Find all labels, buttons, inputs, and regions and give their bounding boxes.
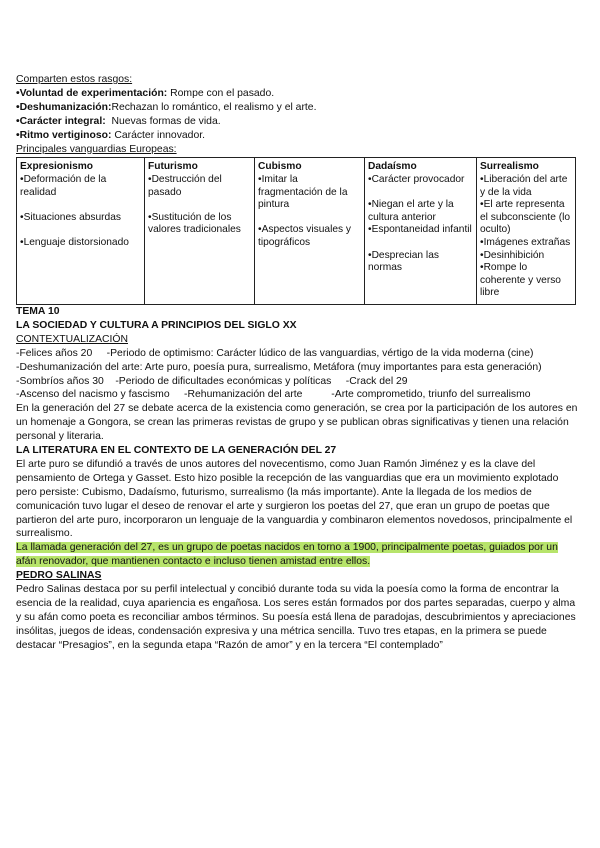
context-line: -Ascenso del nacismo y fascismo -Rehumanización del arte -Arte comprometido, triunfo del surrealismo — [16, 389, 531, 401]
context-line: -Deshumanización del arte: Arte puro, poesía pura, surrealismo, Metáfora (muy importantes para esta generación) — [16, 361, 542, 373]
trait-line: •Carácter integral: Nuevas formas de vida. — [16, 115, 221, 127]
table-cell-surrealismo: Surrealismo •Liberación del arte y de la vida •El arte representa el subconsciente (lo oculto) •Imágenes extrañas •Desinhibición •Rompe lo coherente y verso libre — [477, 158, 576, 305]
table-cell-cubismo: Cubismo •Imitar la fragmentación de la pintura •Aspectos visuales y tipográficos — [255, 158, 365, 305]
tema-title: LA SOCIEDAD Y CULTURA A PRINCIPIOS DEL SIGLO XX — [16, 319, 297, 331]
tema-number: TEMA 10 — [16, 305, 60, 317]
table-cell-futurismo: Futurismo •Destrucción del pasado •Sustitución de los valores tradicionales — [145, 158, 255, 305]
vanguard-table — [16, 157, 576, 305]
context-line: -Sombríos años 30 -Periodo de dificultades económicas y políticas -Crack del 29 — [16, 375, 408, 387]
table-cell-expresionismo: Expresionismo •Deformación de la realidad •Situaciones absurdas •Lenguaje distorsionado — [17, 158, 145, 305]
trait-line: •Ritmo vertiginoso: Carácter innovador. — [16, 129, 206, 141]
literatura-paragraph: El arte puro se difundió a través de unos autores del novecentismo, como Juan Ramón Jiménez y es la clave del pensamiento de Ortega y Gasset. Esto hizo posible la recepción de las vanguardias que era un movimiento explotado pero persiste: Cubismo, Dadaísmo, futurismo, surrealismo (la más importante). Ante la llegada de los medios de comunicación tuvo lugar el deseo de renovar el arte y surgieron los poetas del 27, que eran un grupo de poetas que partieron del arte puro, incorporaron un lenguaje de la vanguardia y combinaron elementos novedosos, principalmente el surrealismo. — [16, 458, 573, 540]
trait-line: •Voluntad de experimentación: Rompe con el pasado. — [16, 87, 275, 99]
trait-line: •Deshumanización:Rechazan lo romántico, el realismo y el arte. — [16, 101, 317, 113]
context-line: -Felices años 20 -Periodo de optimismo: Carácter lúdico de las vanguardias, vértigo de la vida moderna (cine) — [16, 347, 534, 359]
context-paragraph: En la generación del 27 se debate acerca de la existencia como generación, se crea por la participación de los autores en un homenaje a Gongora, se crean las primeras revistas de grupo y se publican obras significativas y tienen una relación personal y literaria. — [16, 403, 578, 443]
traits-heading: Comparten estos rasgos: — [16, 74, 133, 85]
salinas-title: PEDRO SALINAS — [16, 570, 102, 582]
table-heading: Principales vanguardias Europeas: — [16, 143, 177, 155]
document-page — [16, 73, 580, 653]
highlighted-paragraph: La llamada generación del 27, es un grupo de poetas nacidos en torno a 1900, principalmente poetas, guiados por un afán renovador, que mantienen contacto e incluso tienen amistad entre ellos. — [16, 542, 558, 568]
table-cell-dadaismo: Dadaísmo •Carácter provocador •Niegan el arte y la cultura anterior •Espontaneidad infantil •Desprecian las normas — [365, 158, 477, 305]
context-heading: CONTEXTUALIZACIÓN — [16, 333, 128, 345]
salinas-paragraph: Pedro Salinas destaca por su perfil intelectual y concibió durante toda su vida la poesía como la forma de encontrar la esencia de la realidad, cuya apariencia es engañosa. Los seres están formados por dos partes separadas, cuerpo y alma y su afán como poeta es reconciliar ambos términos. Su poesía está llena de paradojas, descubrimientos y apreciaciones insólitas, juegos de ideas, condensación expresiva y una métrica sencilla. Tuvo tres etapas, en la primera se puede destacar “Presagios”, en la segunda etapa “Razón de amor” y en la tercera “El contemplado” — [16, 584, 576, 651]
literatura-title: LA LITERATURA EN EL CONTEXTO DE LA GENERACIÓN DEL 27 — [16, 445, 337, 457]
